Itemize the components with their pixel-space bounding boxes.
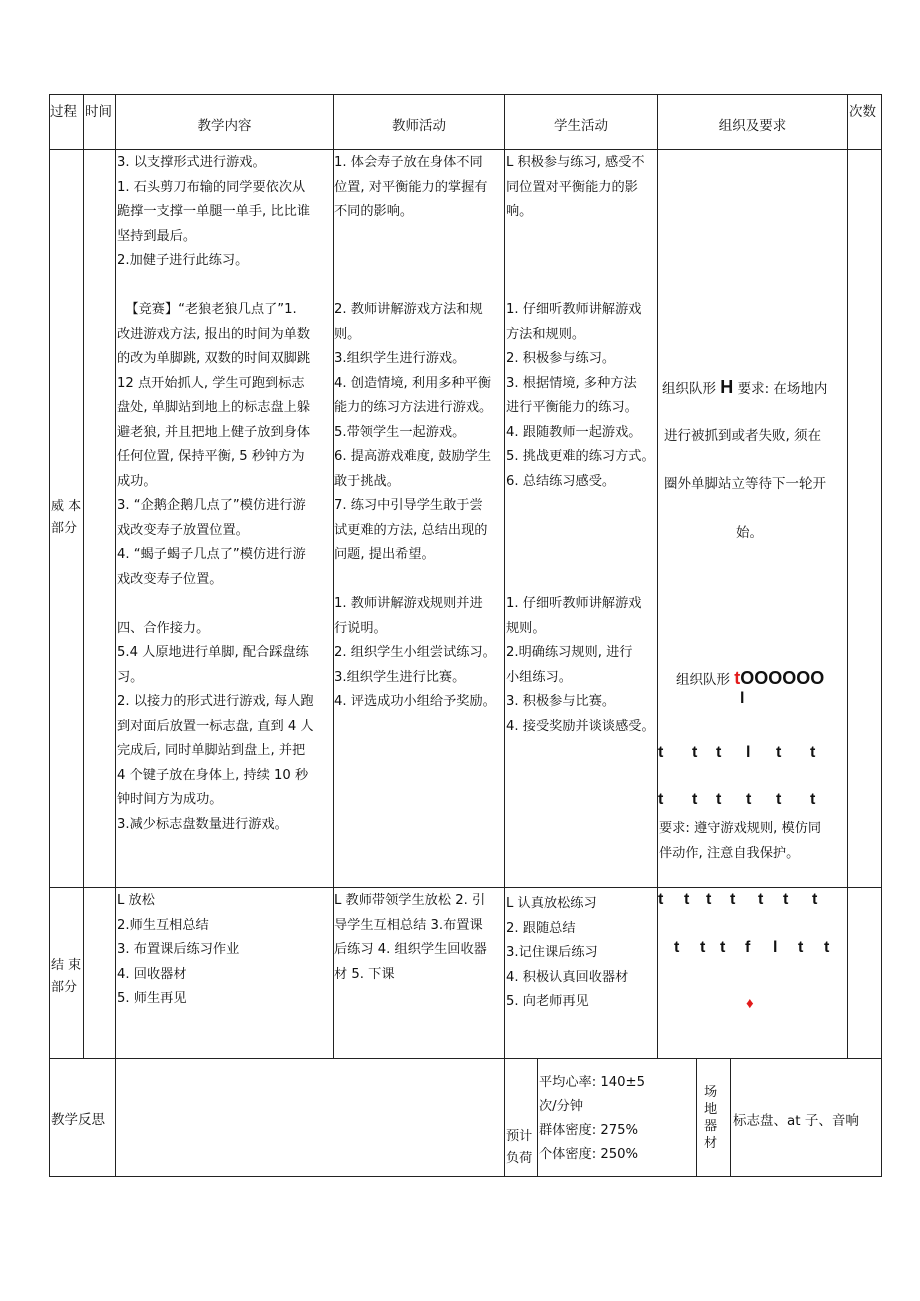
formation-mark: t (658, 744, 664, 761)
formation-mark: t (798, 939, 804, 956)
formation-mark: t (700, 939, 706, 956)
org-line3: 圈外单脚站立等待下一轮开 (664, 476, 826, 492)
header-count: 次数 (849, 104, 876, 120)
end-content: L 放松 2.师生互相总结 3. 布置课后练习作业 4. 回收器材 5. 师生再见 (117, 893, 240, 1006)
formation-mark: l (746, 744, 751, 761)
students-circle: OOOOOO (740, 668, 825, 688)
basic-student: L 积极参与练习, 感受不 同位置对平衡能力的影 响。 1. 仔细听教师讲解游戏 方法和规则。 2. 积极参与练习。 3. 根据情境, 多种方法 进行平衡能力的练习。 4. 跟随教师一起游戏。 5. 挑战更难的练习方式。 6. 总结练习感受。 1. 仔细听教师讲解游戏 规则。 2.明确练习规则, 进行 小组练习。 3. 积极参与比赛。 4. 接受奖励并谈谈感受。 (506, 155, 655, 734)
basic-label: 威 本 部分 (51, 499, 82, 536)
formation-mark: t (658, 891, 664, 908)
formation-mark: t (716, 744, 722, 761)
formation-mark: t (684, 891, 690, 908)
formation-mark: l (773, 939, 778, 956)
formation-mark: t (776, 791, 782, 808)
formation-mark: t (706, 891, 712, 908)
h-formation-icon: H (720, 377, 734, 397)
end-student: L 认真放松练习 2. 跟随总结 3.记住课后练习 4. 积极认真回收器材 5. 向老师再见 (506, 896, 629, 1009)
formation-mark: t (746, 791, 752, 808)
basic-teacher: 1. 体会寿子放在身体不同 位置, 对平衡能力的掌握有 不同的影响。 2. 教师讲解游戏方法和规 则。 3.组织学生进行游戏。 4. 创造情境, 利用多种平衡 能力的练习方法进行游戏。 5.带领学生一起游戏。 6. 提高游戏难度, 鼓励学生 敢于挑战。 7. 练习中引导学生敢于尝 试更难的方法, 总结出现的 问题, 提出希望。 1. 教师讲解游戏规则并进 行说明。 2. 组织学生小组尝试练习。 3.组织学生进行比赛。 4. 评选成功小组给予奖励。 (334, 155, 496, 709)
formation-mark: f (745, 939, 751, 956)
load-values: 平均心率: 140±5 次/分钟 群体密度: 275% 个体密度: 250% (539, 1075, 645, 1162)
header-process: 过程 (50, 104, 77, 120)
formation-mark: t (783, 891, 789, 908)
end-teacher: L 教师带领学生放松 2. 引 导学生互相总结 3.布置课 后练习 4. 组织学生回收器 材 5. 下课 (334, 893, 487, 982)
org2-req: 要求: 遵守游戏规则, 模仿同 伴动作, 注意自我保护。 (659, 821, 822, 861)
org2-formation (676, 668, 856, 689)
formation-mark: t (776, 744, 782, 761)
equip-label: 场 地 器 材 (704, 1085, 718, 1151)
formation-mark: t (716, 791, 722, 808)
header-teacher: 教师活动 (392, 118, 446, 134)
formation-mark: t (758, 891, 764, 908)
formation-mark: t (824, 939, 830, 956)
formation-mark: t (810, 744, 816, 761)
end-label: 结 束 部分 (51, 958, 82, 995)
formation-mark: t (812, 891, 818, 908)
org-formation-label: 组织队形 (662, 381, 716, 397)
header-student: 学生活动 (554, 118, 608, 134)
formation-mark: t (810, 791, 816, 808)
formation-mark: t (692, 744, 698, 761)
reflection-label: 教学反思 (51, 1112, 105, 1128)
formation-mark: t (658, 791, 664, 808)
equip-value: 标志盘、at 子、音响 (733, 1113, 859, 1129)
org-line4: 始。 (736, 525, 763, 541)
header-org: 组织及要求 (718, 118, 787, 134)
org-req: 要求: 在场地内 (737, 381, 828, 397)
formation-mark: t (692, 791, 698, 808)
formation-mark: t (720, 939, 726, 956)
formation-mark: t (730, 891, 736, 908)
org2-label: 组织队形 (676, 672, 730, 688)
org-line2: 进行被抓到或者失败, 须在 (664, 428, 822, 444)
header-content: 教学内容 (197, 118, 252, 134)
org2-l-marker: l (740, 690, 745, 707)
formation-mark: t (674, 939, 680, 956)
basic-content: 3. 以支撑形式进行游戏。 1. 石头剪刀布输的同学要依次从 跪撑一支撑一单腿一单手, 比比谁 坚持到最后。 2.加健子进行此练习。 【竞赛】“老狼老狼几点了”1. 改进游戏方法, 报出的时间为单数 的改为单脚跳, 双数的时间双脚跳 12 点开始抓人, 学生可跑到标志 盘处, 单脚站到地上的标志盘上躲 避老狼, 并且把地上健子放到身体 任何位置, 保持平衡, 5 秒钟方为 成功。 3. “企鹅企鹅几点了”模仿进行游 戏改变寿子放置位置。 4. “蝎子蝎子几点了”模仿进行游 戏改变寿子位置。 四、合作接力。 5.4 人原地进行单脚, 配合踩盘练 习。 2. 以接力的形式进行游戏, 每人跑 到对面后放置一标志盘, 直到 4 人 完成后, 同时单脚站到盘上, 并把 4 个键子放在身体上, 持续 10 秒 钟时间方为成功。 3.减少标志盘数量进行游戏。 (117, 155, 314, 832)
org-formation (662, 377, 852, 399)
load-label: 预计 负荷 (506, 1129, 533, 1166)
header-time: 时间 (85, 104, 112, 120)
teacher-marker: t (734, 668, 741, 688)
teacher-diamond-icon: ♦ (746, 995, 754, 1012)
